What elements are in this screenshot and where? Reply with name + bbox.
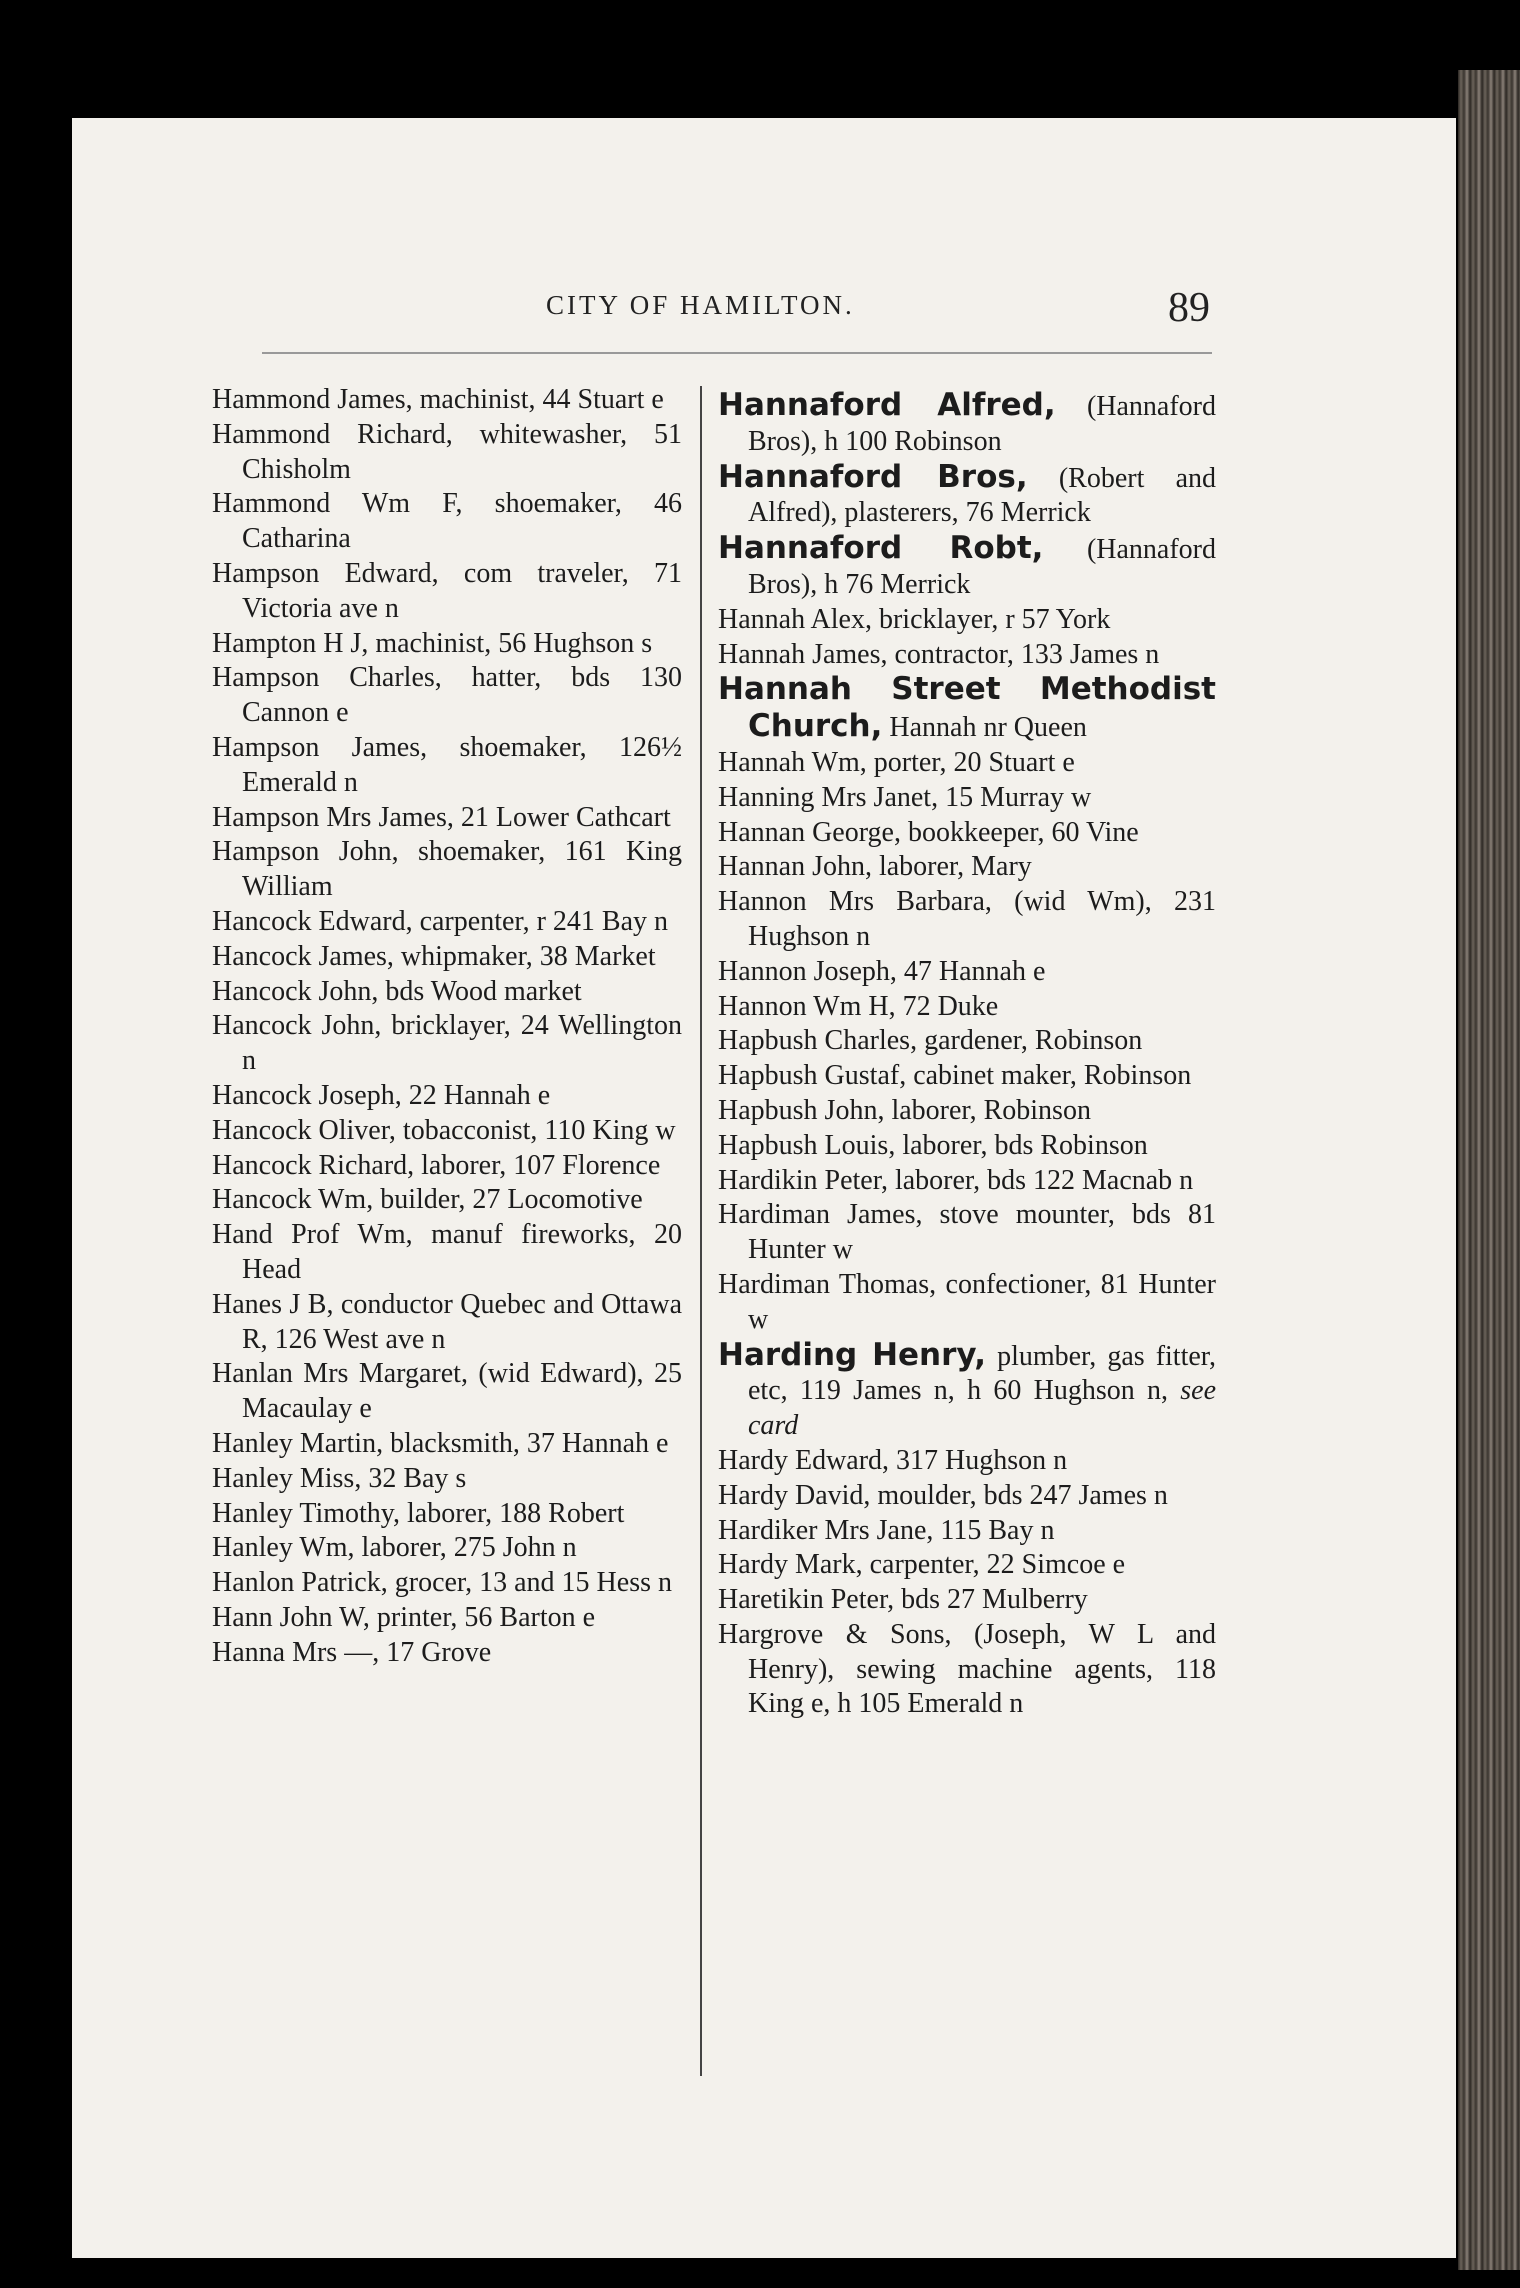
column-rule [700,386,702,2076]
directory-entry [718,746,1216,781]
directory-entry: Hanes J B, conductor Quebec and Ottawa R, 126 West ave n [212,1288,682,1355]
directory-entry: Hammond Richard, whitewasher, 51 Chisholm [212,418,682,485]
entry-text: Hannon Wm H, 72 Duke [718,990,999,1022]
directory-entry: Hancock Edward, carpenter, r 241 Bay n [212,905,669,937]
entry-text: Hannah Alex, bricklayer, r 57 York [718,603,1111,635]
directory-entry [718,885,1216,955]
directory-entry: Hancock James, whipmaker, 38 Market [212,940,656,972]
entry-text: Hapbush Charles, gardener, Robinson [718,1025,1143,1057]
entry-text: Hapbush John, laborer, Robinson [718,1094,1091,1126]
entry-text: Haretikin Peter, bds 27 Mulberry [718,1584,1088,1616]
entry-text: Hardy Mark, carpenter, 22 Simcoe e [718,1549,1126,1581]
directory-entry [718,850,1216,885]
directory-entry: Hann John W, printer, 56 Barton e [212,1601,596,1633]
directory-entry: Hampton H J, machinist, 56 Hughson s [212,627,653,659]
entry-heading: Hannaford Robt, [718,530,1044,567]
entry-heading: Hannaford Bros, [718,458,1028,495]
directory-entry [718,990,1216,1025]
entry-text: (Robert and Alfred), plasterers, 76 Merrick [748,462,1216,529]
directory-entry [718,1479,1216,1514]
directory-entry [718,1164,1216,1199]
entry-text: Hardikin Peter, laborer, bds 122 Macnab n [718,1164,1194,1196]
directory-entry [718,1548,1216,1583]
directory-entry [718,531,1216,603]
entry-heading: Harding Henry, [718,1336,986,1373]
entry-text: Hannan George, bookkeeper, 60 Vine [718,816,1139,848]
directory-entry [718,460,1216,532]
directory-entry: Hammond James, machinist, 44 Stuart e [212,384,664,415]
directory-entry: Hampson James, shoemaker, 126½ Emerald n [212,731,682,798]
entry-text: (Hannaford Bros), h 100 Robinson [748,391,1216,457]
entry-text: Hannon Mrs Barbara, (wid Wm), 231 Hughson n [718,886,1216,952]
directory-entry [718,1198,1216,1268]
directory-entry [718,603,1216,638]
directory-entry [718,638,1216,673]
directory-entry [718,955,1216,990]
directory-entry: Hancock Joseph, 22 Hannah e [212,1079,551,1111]
directory-entry: Hanna Mrs —, 17 Grove [212,1636,492,1668]
running-head [0,285,1520,331]
directory-entry: Hand Prof Wm, manuf fireworks, 20 Head [212,1219,682,1285]
directory-entry [718,1268,1216,1338]
directory-entry: Hanley Timothy, laborer, 188 Robert [212,1497,625,1529]
directory-entry: Hancock John, bds Wood market [212,975,582,1007]
entry-text: plumber, gas fitter, etc, 119 James n, h 60 Hughson n, [748,1340,1216,1407]
directory-entry: Hampson John, shoemaker, 161 King William [212,836,682,903]
directory-entry: Hammond Wm F, shoemaker, 46 Catharina [212,488,682,555]
entry-text: Hardy Edward, 317 Hughson n [718,1444,1068,1476]
page-number: 89 [1168,285,1210,331]
directory-entry [718,1338,1216,1444]
entry-text: Hardiman James, stove mounter, bds 81 Hunter w [718,1199,1216,1266]
entry-text: Hannon Joseph, 47 Hannah e [718,955,1046,987]
directory-entry: Hanley Wm, laborer, 275 John n [212,1532,577,1564]
directory-entry: Hancock Richard, laborer, 107 Florence [212,1149,661,1181]
directory-entry [718,781,1216,816]
directory-entry [718,1094,1216,1129]
directory-entry [718,1514,1216,1549]
entry-text: Hardiker Mrs Jane, 115 Bay n [718,1514,1055,1546]
directory-entry: Hancock Oliver, tobacconist, 110 King w [212,1114,676,1146]
entry-text: Hannah James, contractor, 133 James n [718,638,1160,670]
entry-text: Hapbush Gustaf, cabinet maker, Robinson [718,1060,1192,1092]
directory-entry [718,1444,1216,1479]
right-column [718,388,1216,1722]
entry-text: Hardy David, moulder, bds 247 James n [718,1479,1168,1511]
page-title: CITY OF HAMILTON. [546,290,855,320]
directory-entry: Hancock Wm, builder, 27 Locomotive [212,1184,643,1216]
directory-entry [718,1059,1216,1094]
directory-entry: Hancock John, bricklayer, 24 Wellington n [212,1010,682,1077]
directory-entry [718,1618,1216,1722]
entry-text: Hannah Wm, porter, 20 Stuart e [718,746,1075,778]
directory-entry: Hanlon Patrick, grocer, 13 and 15 Hess n [212,1567,672,1599]
entry-text: Hannah nr Queen [889,712,1087,744]
directory-entry [718,1129,1216,1164]
entry-text: (Hannaford Bros), h 76 Merrick [748,534,1216,600]
entry-text: Hannan John, laborer, Mary [718,851,1032,883]
directory-entry [718,672,1216,746]
directory-entry: Hanley Martin, blacksmith, 37 Hannah e [212,1427,669,1459]
directory-entry [718,1583,1216,1618]
directory-entry: Hampson Charles, hatter, bds 130 Cannon e [212,662,682,729]
directory-entry: Hampson Mrs James, 21 Lower Cathcart [212,801,671,833]
left-column [212,383,682,1670]
entry-heading: Hannaford Alfred, [718,387,1056,423]
entry-heading: Hannah Street Methodist Church, [718,671,1216,745]
directory-entry [718,388,1216,460]
directory-entry: Hanley Miss, 32 Bay s [212,1462,467,1494]
directory-entry [718,816,1216,851]
directory-entry: Hanlan Mrs Margaret, (wid Edward), 25 Macaulay e [212,1358,682,1425]
see-card-note: see card [748,1375,1217,1442]
directory-entry [718,1024,1216,1059]
entry-text: Hardiman Thomas, confectioner, 81 Hunter w [718,1268,1216,1335]
directory-entry: Hampson Edward, com traveler, 71 Victoria ave n [212,557,682,624]
entry-text: Hapbush Louis, laborer, bds Robinson [718,1129,1148,1161]
entry-text: Hanning Mrs Janet, 15 Murray w [718,781,1092,813]
entry-text: Hargrove & Sons, (Joseph, W L and Henry), sewing machine agents, 118 King e, h 105 Emerald n [718,1618,1216,1720]
book-edge [1458,70,1520,2270]
header-rule [262,352,1212,354]
